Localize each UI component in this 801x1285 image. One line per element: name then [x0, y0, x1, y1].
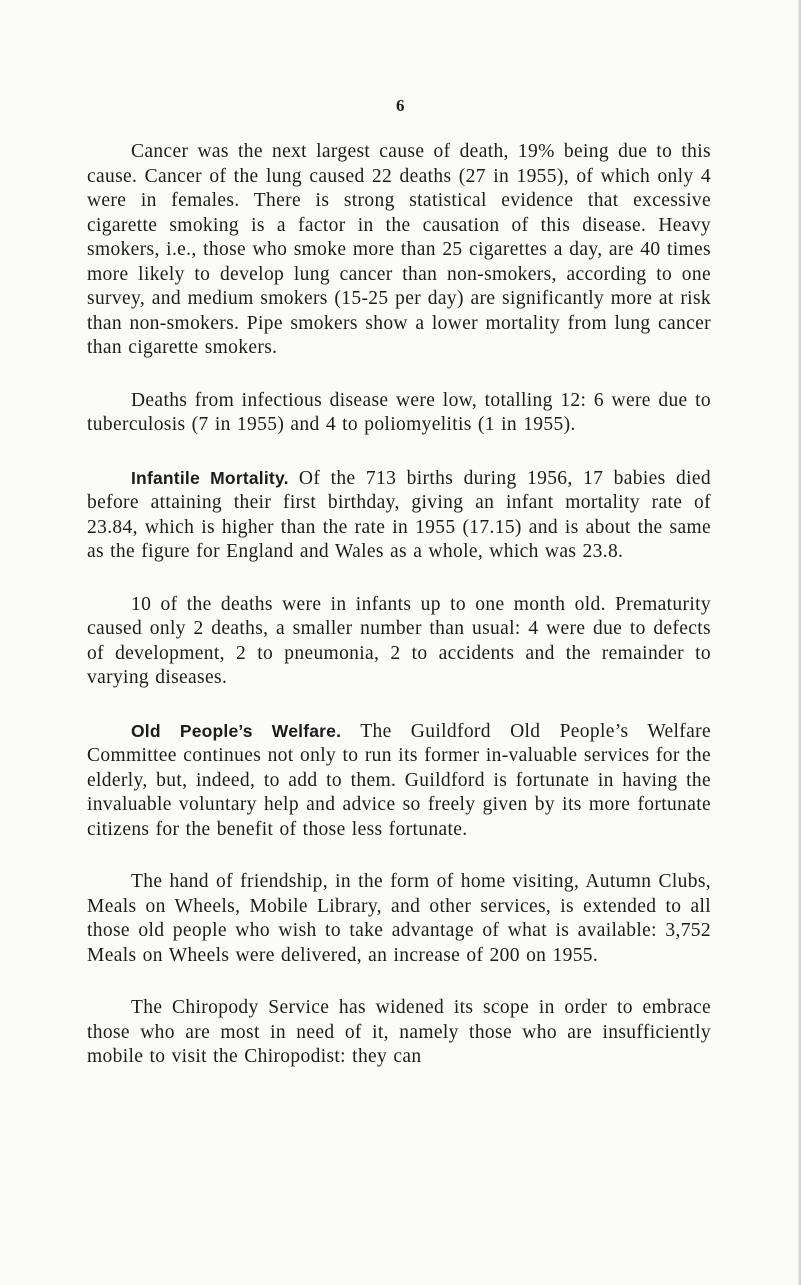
paragraph-text: Cancer was the next largest cause of death, 19% being due to this cause. Cancer of the lung caused 22 deaths (27 in 1955), of which only 4 were in females. There is strong statistical evidence that excessive cigarette smoking is a factor in the causation of this disease. Heavy smokers, i.e., those who smoke more than 25 cigarettes a day, are 40 times more likely to develop lung cancer than non-smokers, according to one survey, and medium smokers (15-25 per day) are significantly more at risk than non-smokers. Pipe smokers show a lower mortality from lung cancer than cigarette smokers. — [87, 141, 711, 358]
paragraph-lung-cancer — [87, 140, 711, 361]
section-heading: Old People’s Welfare. — [131, 720, 361, 741]
paragraph-infantile-mortality — [87, 466, 711, 565]
paragraph-meals-on-wheels — [87, 870, 711, 968]
paragraph-old-peoples-welfare — [87, 719, 711, 843]
paragraph-text: Deaths from infectious disease were low, totalling 12: 6 were due to tuberculosis (7 in 1955) and 4 to poliomyelitis (1 in 1955). — [87, 389, 711, 435]
paragraph-text: Of the 713 births during 1956, 17 babies died before attaining their first birthday, giving an infant mortality rate of 23.84, which is higher than the rate in 1955 (17.15) and is about the same as the figure for England and Wales as a whole, which was 23.8. — [87, 467, 711, 562]
paragraph-text: The hand of friendship, in the form of home visiting, Autumn Clubs, Meals on Wheels, Mobile Library, and other services, is extended to all those old people who wish to take advantage of what is available: 3,752 Meals on Wheels were delivered, an increase of 200 on 1955. — [87, 871, 711, 966]
paragraph-infectious-disease — [87, 389, 711, 438]
paragraph-text: The Chiropody Service has widened its scope in order to embrace those who are most in need of it, namely those who are insufficiently mobile to visit the Chiropodist: they can — [87, 997, 711, 1067]
section-heading: Infantile Mortality. — [131, 467, 299, 488]
paragraph-text: 10 of the deaths were in infants up to one month old. Prematurity caused only 2 deaths, a smaller number than usual: 4 were due to defects of development, 2 to pneumonia, 2 to accidents and the remainder to varying diseases. — [87, 593, 711, 688]
paragraph-text: The Guildford Old People’s Welfare Committee continues not only to run its former in-valuable services for the elderly, but, indeed, to add to them. Guildford is fortunate in having the invaluable voluntary help and advice so freely given by its more fortunate citizens for the benefit of those less fortunate. — [87, 720, 711, 840]
page-number: 6 — [396, 96, 405, 115]
paragraph-chiropody — [87, 996, 711, 1070]
paragraph-infant-deaths — [87, 593, 711, 691]
body-text — [87, 140, 711, 1098]
